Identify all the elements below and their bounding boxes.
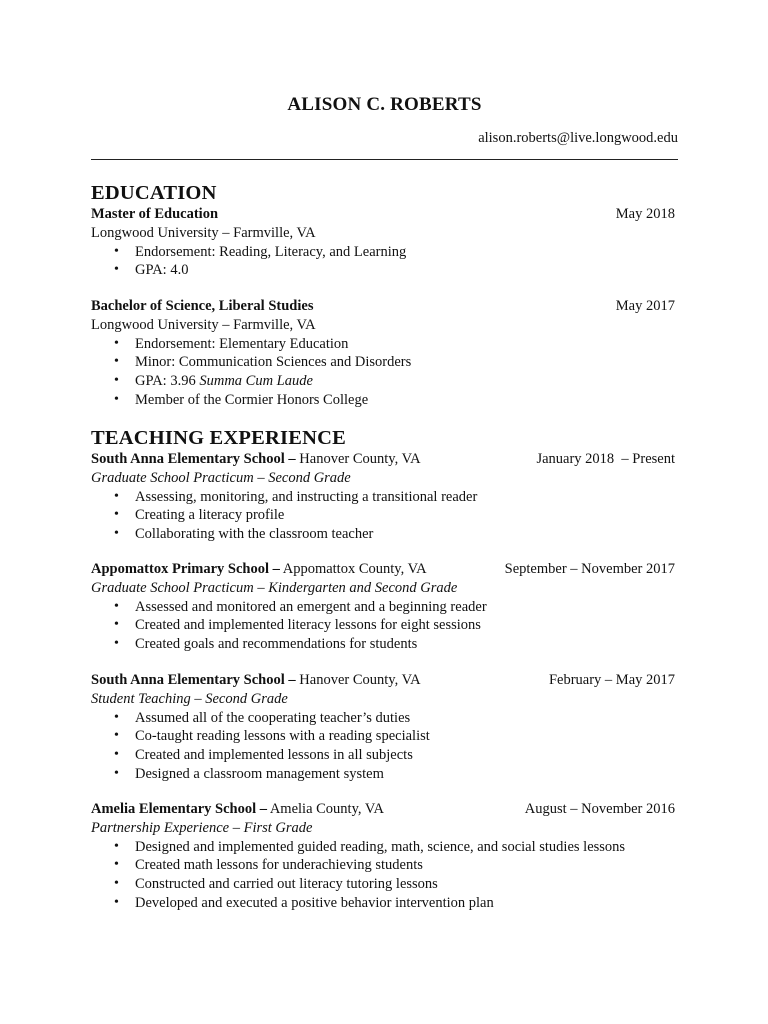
entry-date: February – May 2017 bbox=[548, 672, 675, 688]
school-location: Amelia County, VA bbox=[269, 801, 384, 817]
bullet-icon: • bbox=[114, 507, 119, 523]
header-divider bbox=[91, 159, 678, 160]
bullet-icon: • bbox=[114, 373, 119, 389]
list-item: • Created and implemented literacy lessons for eight sessions bbox=[114, 617, 481, 634]
school-name: South Anna Elementary School – bbox=[91, 451, 296, 467]
list-item: • GPA: 4.0 bbox=[114, 262, 189, 279]
bullet-icon: • bbox=[114, 876, 119, 892]
bullet-icon: • bbox=[114, 262, 119, 278]
institution: Longwood University – Farmville, VA bbox=[91, 224, 316, 241]
bullet-icon: • bbox=[114, 728, 119, 744]
school-name: Appomattox Primary School – bbox=[91, 561, 280, 577]
entry-date: August – November 2016 bbox=[524, 801, 675, 817]
school-location: Hanover County, VA bbox=[299, 451, 421, 467]
bullet-icon: • bbox=[114, 488, 119, 504]
bullet-icon: • bbox=[114, 617, 119, 633]
experience-entry bbox=[91, 800, 678, 913]
school-name: South Anna Elementary School – bbox=[91, 672, 296, 688]
bullet-icon: • bbox=[114, 709, 119, 725]
bullet-icon: • bbox=[114, 765, 119, 781]
section-heading-experience: TEACHING EXPERIENCE bbox=[91, 427, 346, 449]
bullet-icon: • bbox=[114, 857, 119, 873]
bullet-icon: • bbox=[114, 354, 119, 370]
bullet-icon: • bbox=[114, 391, 119, 407]
list-item: • Designed a classroom management system bbox=[114, 765, 384, 782]
role-title: Graduate School Practicum – Second Grade bbox=[91, 469, 351, 486]
experience-entry bbox=[91, 560, 678, 654]
entry-date: September – November 2017 bbox=[504, 561, 675, 577]
bullet-icon: • bbox=[114, 243, 119, 259]
degree-title: Bachelor of Science, Liberal Studies bbox=[91, 298, 314, 314]
experience-entry bbox=[91, 671, 678, 784]
list-item: • Created math lessons for underachieving students bbox=[114, 857, 423, 874]
list-item: • Assumed all of the cooperating teacher’s duties bbox=[114, 709, 411, 726]
section-heading-education: EDUCATION bbox=[91, 182, 217, 204]
role-title: Partnership Experience – First Grade bbox=[91, 819, 313, 836]
entry-date: January 2018 – Present bbox=[536, 451, 675, 467]
education-entry bbox=[91, 205, 678, 280]
school-location: Appomattox County, VA bbox=[282, 561, 427, 577]
experience-entry bbox=[91, 450, 678, 544]
bullet-icon: • bbox=[114, 636, 119, 652]
resume-name: ALISON C. ROBERTS bbox=[287, 94, 482, 115]
bullet-icon: • bbox=[114, 526, 119, 542]
list-item: • Assessed and monitored an emergent and a beginning reader bbox=[114, 598, 487, 615]
list-item: • Creating a literacy profile bbox=[114, 507, 285, 524]
list-item: • Developed and executed a positive behavior intervention plan bbox=[114, 894, 494, 911]
entry-date: May 2017 bbox=[615, 298, 675, 314]
list-item: • Created goals and recommendations for students bbox=[114, 636, 418, 653]
school-name: Amelia Elementary School – bbox=[91, 801, 267, 817]
list-item: • Constructed and carried out literacy tutoring lessons bbox=[114, 876, 438, 893]
bullet-icon: • bbox=[114, 747, 119, 763]
bullet-icon: • bbox=[114, 838, 119, 854]
list-item: • Designed and implemented guided reading, math, science, and social studies lessons bbox=[114, 838, 626, 855]
entry-date: May 2018 bbox=[615, 206, 675, 222]
list-item: • Minor: Communication Sciences and Disorders bbox=[114, 354, 412, 371]
bullet-icon: • bbox=[114, 335, 119, 351]
list-item: • Assessing, monitoring, and instructing a transitional reader bbox=[114, 488, 478, 505]
role-title: Graduate School Practicum – Kindergarten and Second Grade bbox=[91, 579, 458, 596]
list-item: • GPA: 3.96 Summa Cum Laude bbox=[114, 373, 313, 390]
bullet-icon: • bbox=[114, 598, 119, 614]
list-item: • Collaborating with the classroom teacher bbox=[114, 526, 374, 543]
institution: Longwood University – Farmville, VA bbox=[91, 316, 316, 333]
resume-page bbox=[91, 0, 678, 1024]
list-item: • Member of the Cormier Honors College bbox=[114, 391, 369, 408]
list-item: • Endorsement: Elementary Education bbox=[114, 335, 349, 352]
school-location: Hanover County, VA bbox=[299, 672, 421, 688]
education-entry bbox=[91, 297, 678, 410]
list-item: • Created and implemented lessons in all subjects bbox=[114, 747, 413, 764]
role-title: Student Teaching – Second Grade bbox=[91, 690, 288, 707]
honor-text: Summa Cum Laude bbox=[199, 373, 313, 390]
degree-title: Master of Education bbox=[91, 206, 219, 222]
bullet-icon: • bbox=[114, 894, 119, 910]
email-address: alison.roberts@live.longwood.edu bbox=[478, 130, 678, 146]
list-item: • Endorsement: Reading, Literacy, and Learning bbox=[114, 243, 407, 260]
list-item: • Co-taught reading lessons with a reading specialist bbox=[114, 728, 430, 745]
